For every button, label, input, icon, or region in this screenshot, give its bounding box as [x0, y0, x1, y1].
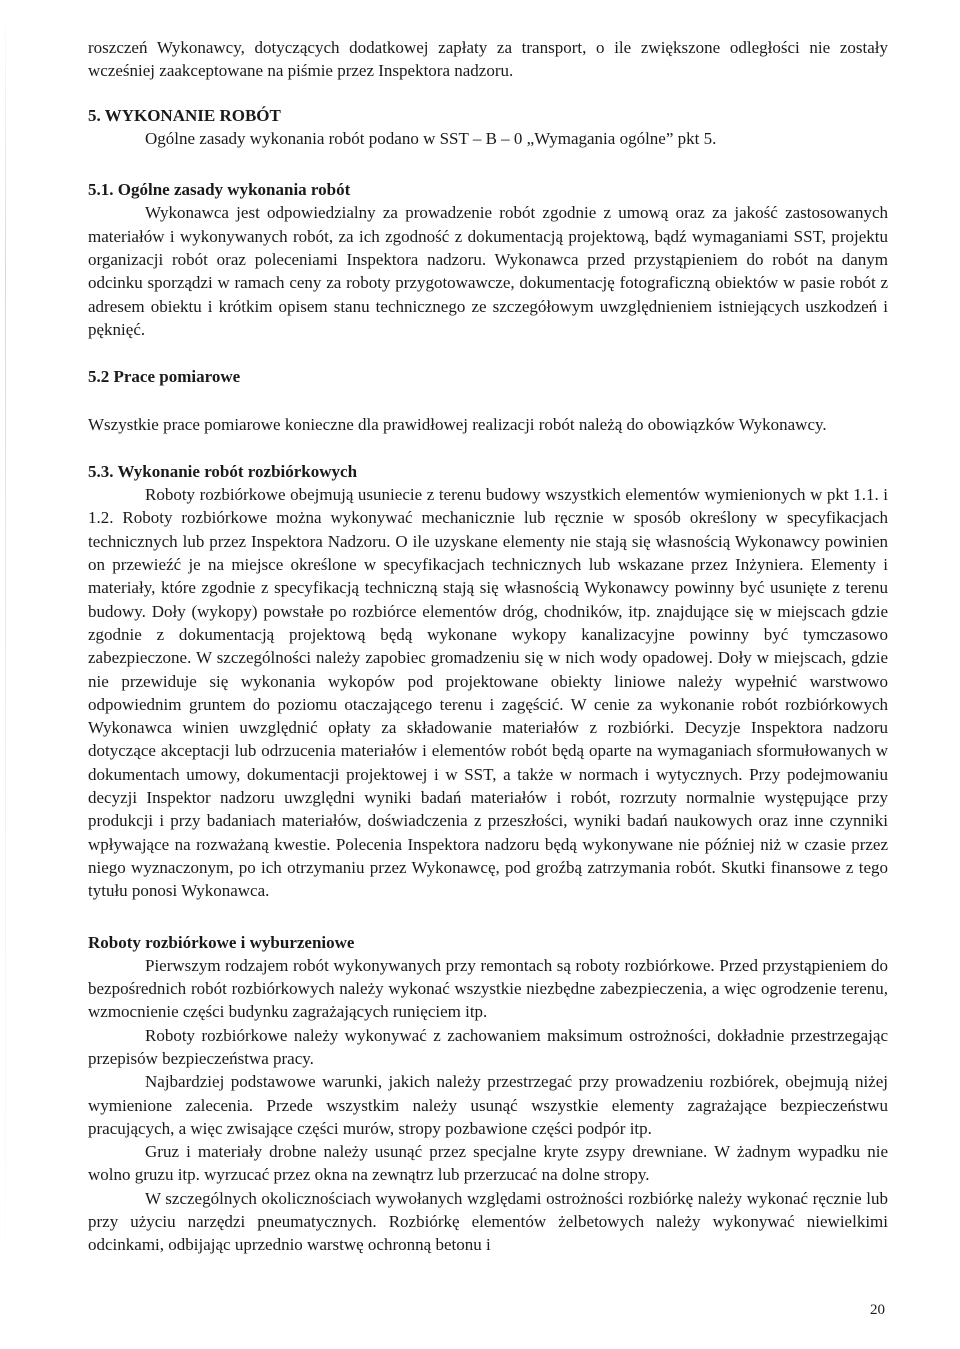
demolition-paragraph: Gruz i materiały drobne należy usunąć przez specjalne kryte zsypy drewniane. W żadnym wypadku nie wolno gruzu itp. wyrzucać przez okna na zewnątrz lub przerzucać na dolne stropy. — [88, 1142, 888, 1185]
document-body — [88, 36, 888, 1257]
demolition-paragraph: W szczególnych okolicznościach wywołanych względami ostrożności rozbiórkę należy wykonać ręcznie lub przy użyciu narzędzi pneumatycznych. Rozbiórkę elementów żelbetowych należy wykonywać niewielkimi odcinkami, odbijając uprzednio warstwę ochronną betonu i — [88, 1188, 888, 1255]
section-5-1-heading: 5.1. Ogólne zasady wykonania robót — [88, 180, 351, 200]
intro-paragraph: roszczeń Wykonawcy, dotyczących dodatkowej zapłaty za transport, o ile zwiększone odległości nie zostały wcześniej zaakceptowane na piśmie przez Inspektora nadzoru. — [88, 38, 888, 81]
demolition-heading: Roboty rozbiórkowe i wyburzeniowe — [88, 932, 355, 952]
demolition-paragraph: Najbardziej podstawowe warunki, jakich należy przestrzegać przy prowadzeniu rozbiórek, obejmują niżej wymienione zalecenia. Przede wszystkim należy usunąć wszystkie elementy zagrażające bezpieczeństwu pracujących, a więc zwisające części murów, stropy pozbawione części podpór itp. — [88, 1072, 888, 1138]
demolition-paragraph: Roboty rozbiórkowe należy wykonywać z zachowaniem maksimum ostrożności, dokładnie przestrzegając przepisów bezpieczeństwa pracy. — [88, 1025, 888, 1068]
section-5-3-text: Roboty rozbiórkowe obejmują usuniecie z terenu budowy wszystkich elementów wymienionych w pkt 1.1. i 1.2. Roboty rozbiórkowe można wykonywać mechanicznie lub ręcznie w sposób określony w specyfikacjach technicznych lub przez Inspektora Nadzoru. O ile uzyskane elementy nie stają się własnością Wykonawcy powinien on przewieźć je na miejsce określone w specyfikacjach technicznych lub wskazane przez Inżyniera. Elementy i materiały, które zgodnie z specyfikacją techniczną stają się własnością Wykonawcy powinny być usunięte z terenu budowy. Doły (wykopy) powstałe po rozbiórce elementów dróg, chodników, itp. znajdujące się w miejscach gdzie zgodnie z dokumentacją projektową będą wykonane wykopy kanalizacyjne powinny być tymczasowo zabezpieczone. W szczególności należy zapobiec gromadzeniu się w nich wody opadowej. Doły w miejscach, gdzie nie przewiduje się wykonania wykopów pod projektowane obiekty liniowe należy wypełnić warstwowo odpowiednim gruntem do poziomu otaczającego terenu i zagęścić. W cenie za wykonanie robót rozbiórkowych Wykonawca winien uwzględnić opłaty za składowanie materiałów z rozbiórki. Decyzje Inspektora nadzoru dotyczące akceptacji lub odrzucenia materiałów i elementów robót będą oparte na wymaganiach sformułowanych w dokumentach umowy, dokumentacji projektowej i w SST, a także w normach i wytycznych. Przy podejmowaniu decyzji Inspektor nadzoru uwzględni wyniki badań materiałów i robót, rozrzuty normalnie występujące przy produkcji i przy badaniach materiałów, doświadczenia z przeszłości, wyniki badań naukowych oraz inne czynniki wpływające na rozważaną kwestie. Polecenia Inspektora nadzoru będą wykonywane nie później niż w czasie przez niego wyznaczonym, po ich otrzymaniu przez Wykonawcę, pod groźbą zatrzymania robót. Skutki finansowe z tego tytułu ponosi Wykonawca. — [88, 485, 888, 901]
section-5-2-text: Wszystkie prace pomiarowe konieczne dla prawidłowej realizacji robót należą do obowiązków Wykonawcy. — [88, 414, 827, 434]
page-number: 20 — [870, 1302, 885, 1318]
section-5-heading: 5. WYKONANIE ROBÓT — [88, 105, 281, 125]
section-5-2-heading: 5.2 Prace pomiarowe — [88, 367, 241, 387]
section-5-1-text: Wykonawca jest odpowiedzialny za prowadzenie robót zgodnie z umową oraz za jakość zastosowanych materiałów i wykonywanych robót, za ich zgodność z dokumentacją projektową, bądź wymaganiami SST, projektu organizacji robót oraz poleceniami Inspektora nadzoru. Wykonawca przed przystąpieniem do robót na danym odcinku sporządzi w ramach ceny za roboty przygotowawcze, dokumentację fotograficzną obiektów w pasie robót z adresem obiektu i krótkim opisem stanu technicznego ze szczegółowym uwzględnieniem istniejących uszkodzeń i pęknięć. — [88, 203, 888, 339]
section-5-3-heading: 5.3. Wykonanie robót rozbiórkowych — [88, 461, 358, 481]
scan-edge-shadow — [5, 0, 6, 1349]
section-5-text: Ogólne zasady wykonania robót podano w SST – B – 0 „Wymagania ogólne” pkt 5. — [145, 128, 717, 148]
demolition-paragraph: Pierwszym rodzajem robót wykonywanych przy remontach są roboty rozbiórkowe. Przed przystąpieniem do bezpośrednich robót rozbiórkowych należy wykonać wszystkie niezbędne zabezpieczenia, a więc ogrodzenie terenu, wzmocnienie części budynku zagrażających runięciem itp. — [88, 955, 888, 1022]
